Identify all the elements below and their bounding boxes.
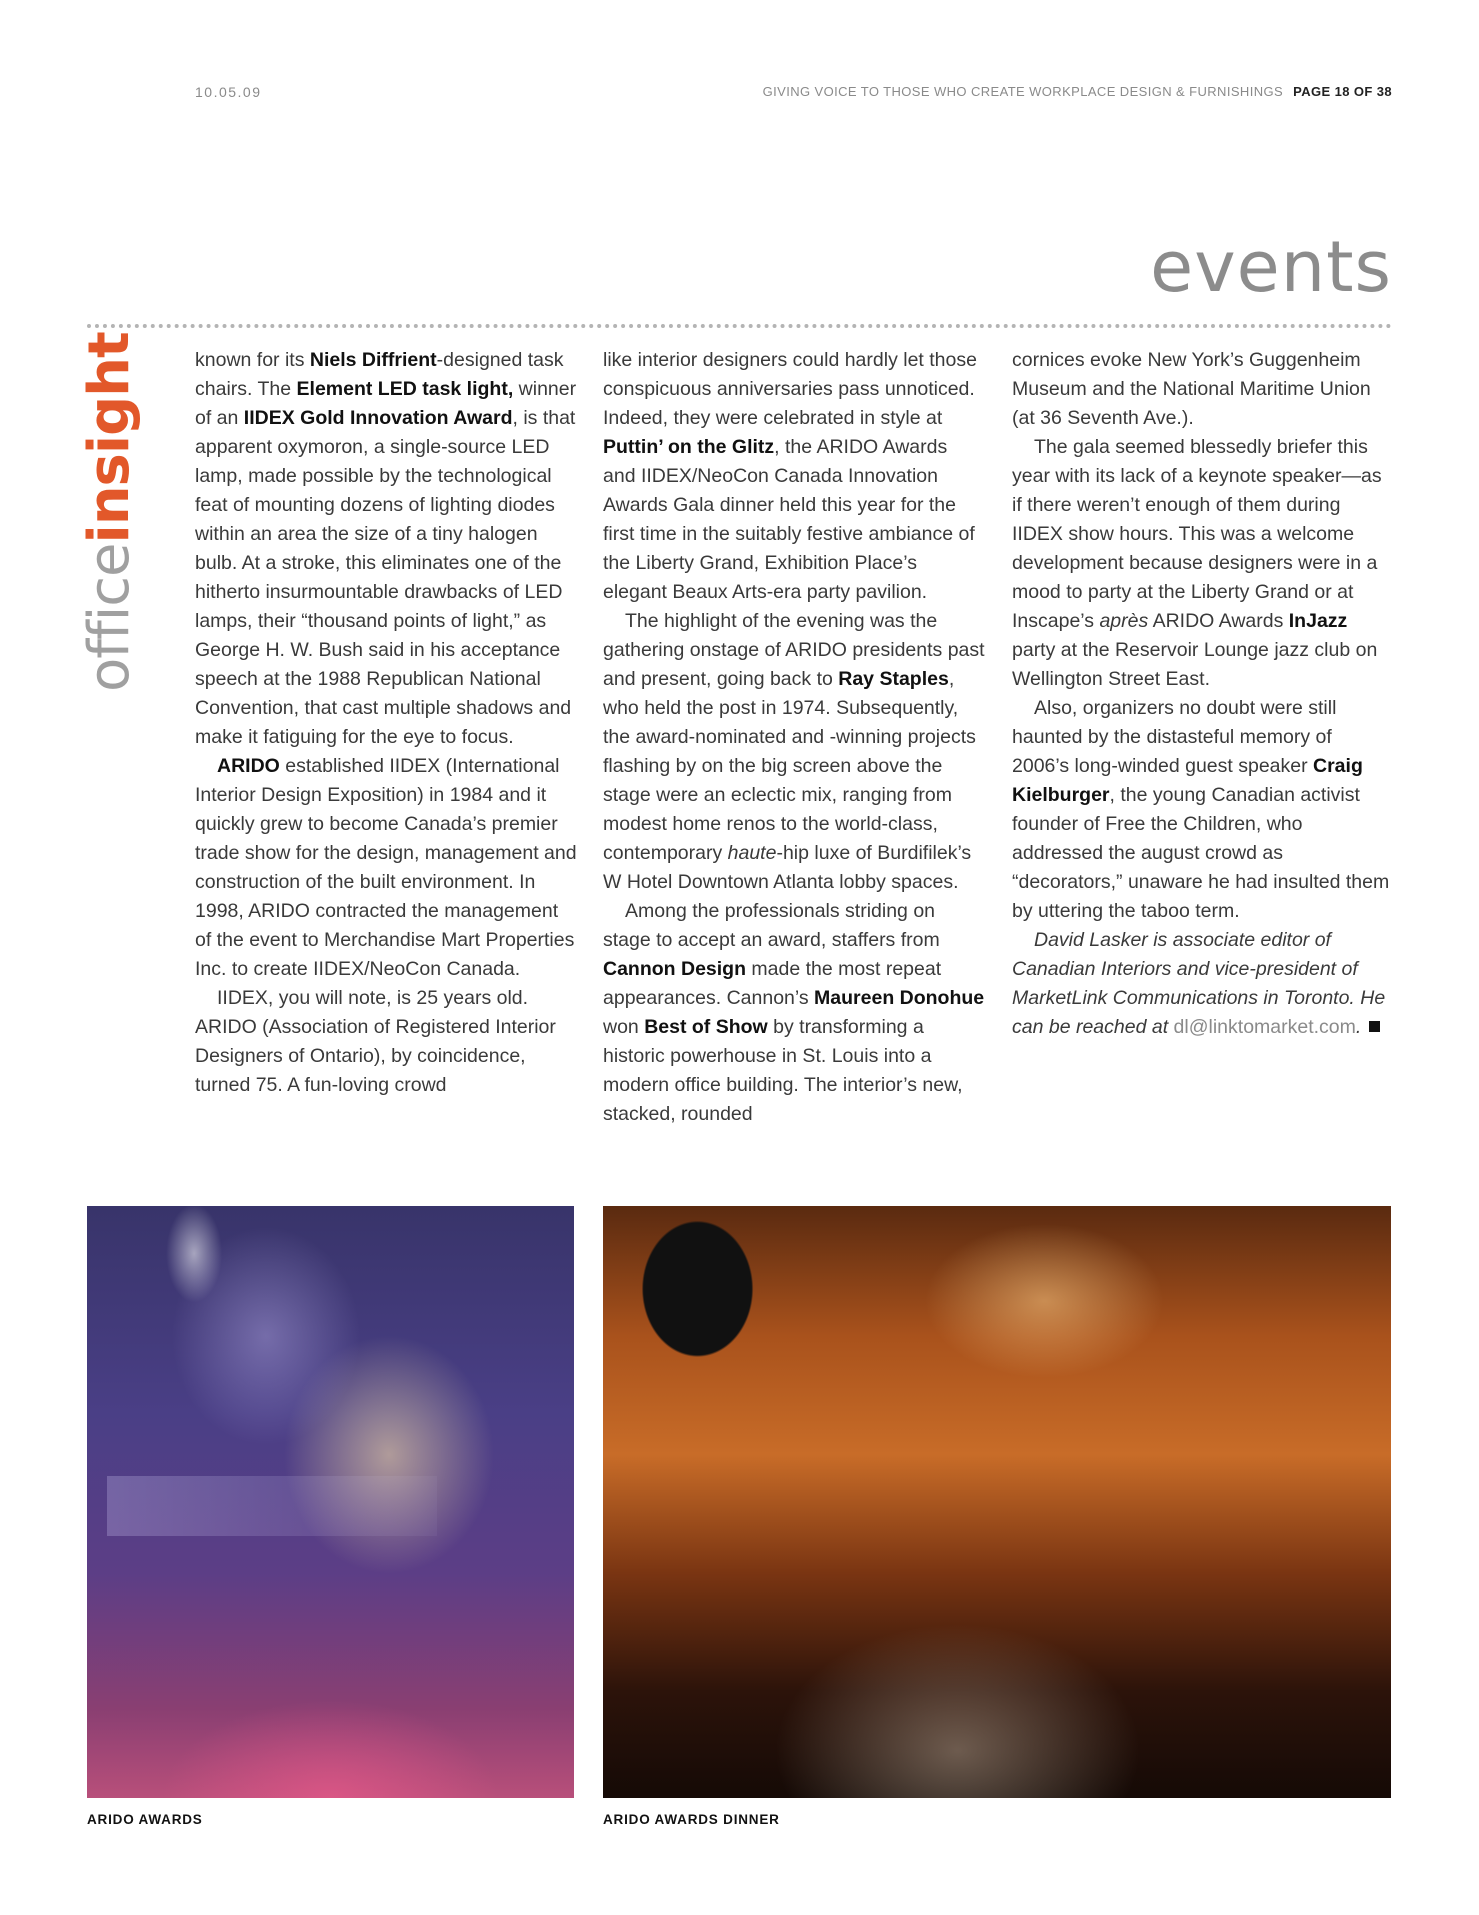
photo-arido-awards	[87, 1206, 574, 1798]
photo-arido-awards-dinner	[603, 1206, 1391, 1798]
brand-logo-office: office	[77, 543, 142, 692]
article-column-3	[1012, 346, 1394, 1042]
paragraph: Among the professionals striding on stage to accept an award, staffers from Cannon Design made the most repeat appearances. Cannon’s Maureen Donohue won Best of Show by transforming a historic powerhouse in St. Louis into a modern office building. The interior’s new, stacked, rounded	[603, 900, 985, 1125]
section-title: events	[1150, 226, 1392, 308]
paragraph: Also, organizers no doubt were still haunted by the distasteful memory of 2006’s long-winded guest speaker Craig Kielburger, the young Canadian activist founder of Free the Children, who addressed the august crowd as “decorators,” unaware he had insulted them by uttering the taboo term.	[1012, 697, 1390, 922]
paragraph: IIDEX, you will note, is 25 years old. ARIDO (Association of Registered Interior Designers of Ontario), by coincidence, turned 75. A fun-loving crowd	[195, 987, 556, 1096]
header-tagline: GIVING VOICE TO THOSE WHO CREATE WORKPLACE DESIGN & FURNISHINGS	[762, 84, 1284, 99]
paragraph: cornices evoke New York’s Guggenheim Museum and the National Maritime Union (at 36 Seventh Ave.).	[1012, 349, 1371, 429]
name-ray-staples: Ray Staples	[838, 668, 949, 690]
paragraph: like interior designers could hardly let those conspicuous anniversaries pass unnoticed. Indeed, they were celebrated in style at Puttin’ on the Glitz, the ARIDO Awards and IIDEX/NeoCon Canada Innovation Awards Gala dinner held this year for the first time in the suitably festive ambiance of the Liberty Grand, Exhibition Place’s elegant Beaux Arts-era party pavilion.	[603, 349, 977, 603]
brand-logo	[77, 332, 142, 692]
emphasis-haute: haute	[727, 842, 777, 864]
paragraph: The gala seemed blessedly briefer this year with its lack of a keynote speaker—as if there weren’t enough of them during IIDEX show hours. This was a welcome development because designers were in a mood to party at the Liberty Grand or at Inscape’s après ARIDO Awards InJazz party at the Reservoir Lounge jazz club on Wellington Street East.	[1012, 436, 1382, 690]
author-bio: David Lasker is associate editor of Canadian Interiors and vice-president of MarketLink Communications in Toronto. He can be reached at dl@linktomarket.com.	[1012, 929, 1386, 1038]
event-puttin-on-the-glitz: Puttin’ on the Glitz	[603, 436, 775, 458]
event-injazz: InJazz	[1288, 610, 1348, 632]
org-arido: ARIDO	[217, 755, 280, 777]
article-column-2	[603, 346, 985, 1129]
name-niels-diffrient: Niels Diffrient	[309, 349, 437, 371]
header-right	[763, 84, 1392, 99]
brand-logo-insight: insight	[77, 332, 142, 544]
paragraph: known for its Niels Diffrient-designed task chairs. The Element LED task light, winner of an IIDEX Gold Innovation Award, is that apparent oxymoron, a single-source LED lamp, made possible by the technological feat of mounting dozens of lighting diodes within an area the size of a tiny halogen bulb. At a stroke, this eliminates one of the hitherto insurmountable drawbacks of LED lamps, their “thousand points of light,” as George H. W. Bush said in his acceptance speech at the 1988 Republican National Convention, that cast multiple shadows and make it fatiguing for the eye to focus.	[195, 349, 577, 748]
author-email-link[interactable]: dl@linktomarket.com	[1173, 1016, 1356, 1038]
sponsor-projection	[107, 1476, 437, 1536]
photo-caption: ARIDO AWARDS DINNER	[603, 1812, 780, 1827]
end-mark-icon	[1369, 1021, 1380, 1032]
event-logo-projection	[171, 1226, 361, 1446]
issue-date: 10.05.09	[195, 84, 262, 100]
paragraph: ARIDO established IIDEX (International Interior Design Exposition) in 1984 and it quickly grew to become Canada’s premier trade show for the design, management and construction of the built environment. In 1998, ARIDO contracted the management of the event to Merchandise Mart Properties Inc. to create IIDEX/NeoCon Canada.	[195, 755, 577, 980]
page-number: PAGE 18 OF 38	[1293, 84, 1392, 99]
name-maureen-donohue: Maureen Donohue	[814, 987, 985, 1009]
article-column-1	[195, 346, 577, 1100]
photo-caption: ARIDO AWARDS	[87, 1812, 203, 1827]
product-element-led: Element LED task light,	[296, 378, 514, 400]
award-iidex-gold: IIDEX Gold Innovation Award	[243, 407, 513, 429]
emphasis-apres: après	[1099, 610, 1149, 632]
dotted-divider	[87, 324, 1392, 328]
paragraph: The highlight of the evening was the gathering onstage of ARIDO presidents past and present, going back to Ray Staples, who held the post in 1974. Subsequently, the award-nominated and -winning projects flashing by on the big screen above the stage were an eclectic mix, ranging from modest home renos to the world-class, contemporary haute-hip luxe of Burdifilek’s W Hotel Downtown Atlanta lobby spaces.	[603, 610, 985, 893]
firm-cannon-design: Cannon Design	[603, 958, 747, 980]
award-best-of-show: Best of Show	[644, 1016, 768, 1038]
name-craig-kielburger: Craig Kielburger	[1012, 755, 1363, 806]
